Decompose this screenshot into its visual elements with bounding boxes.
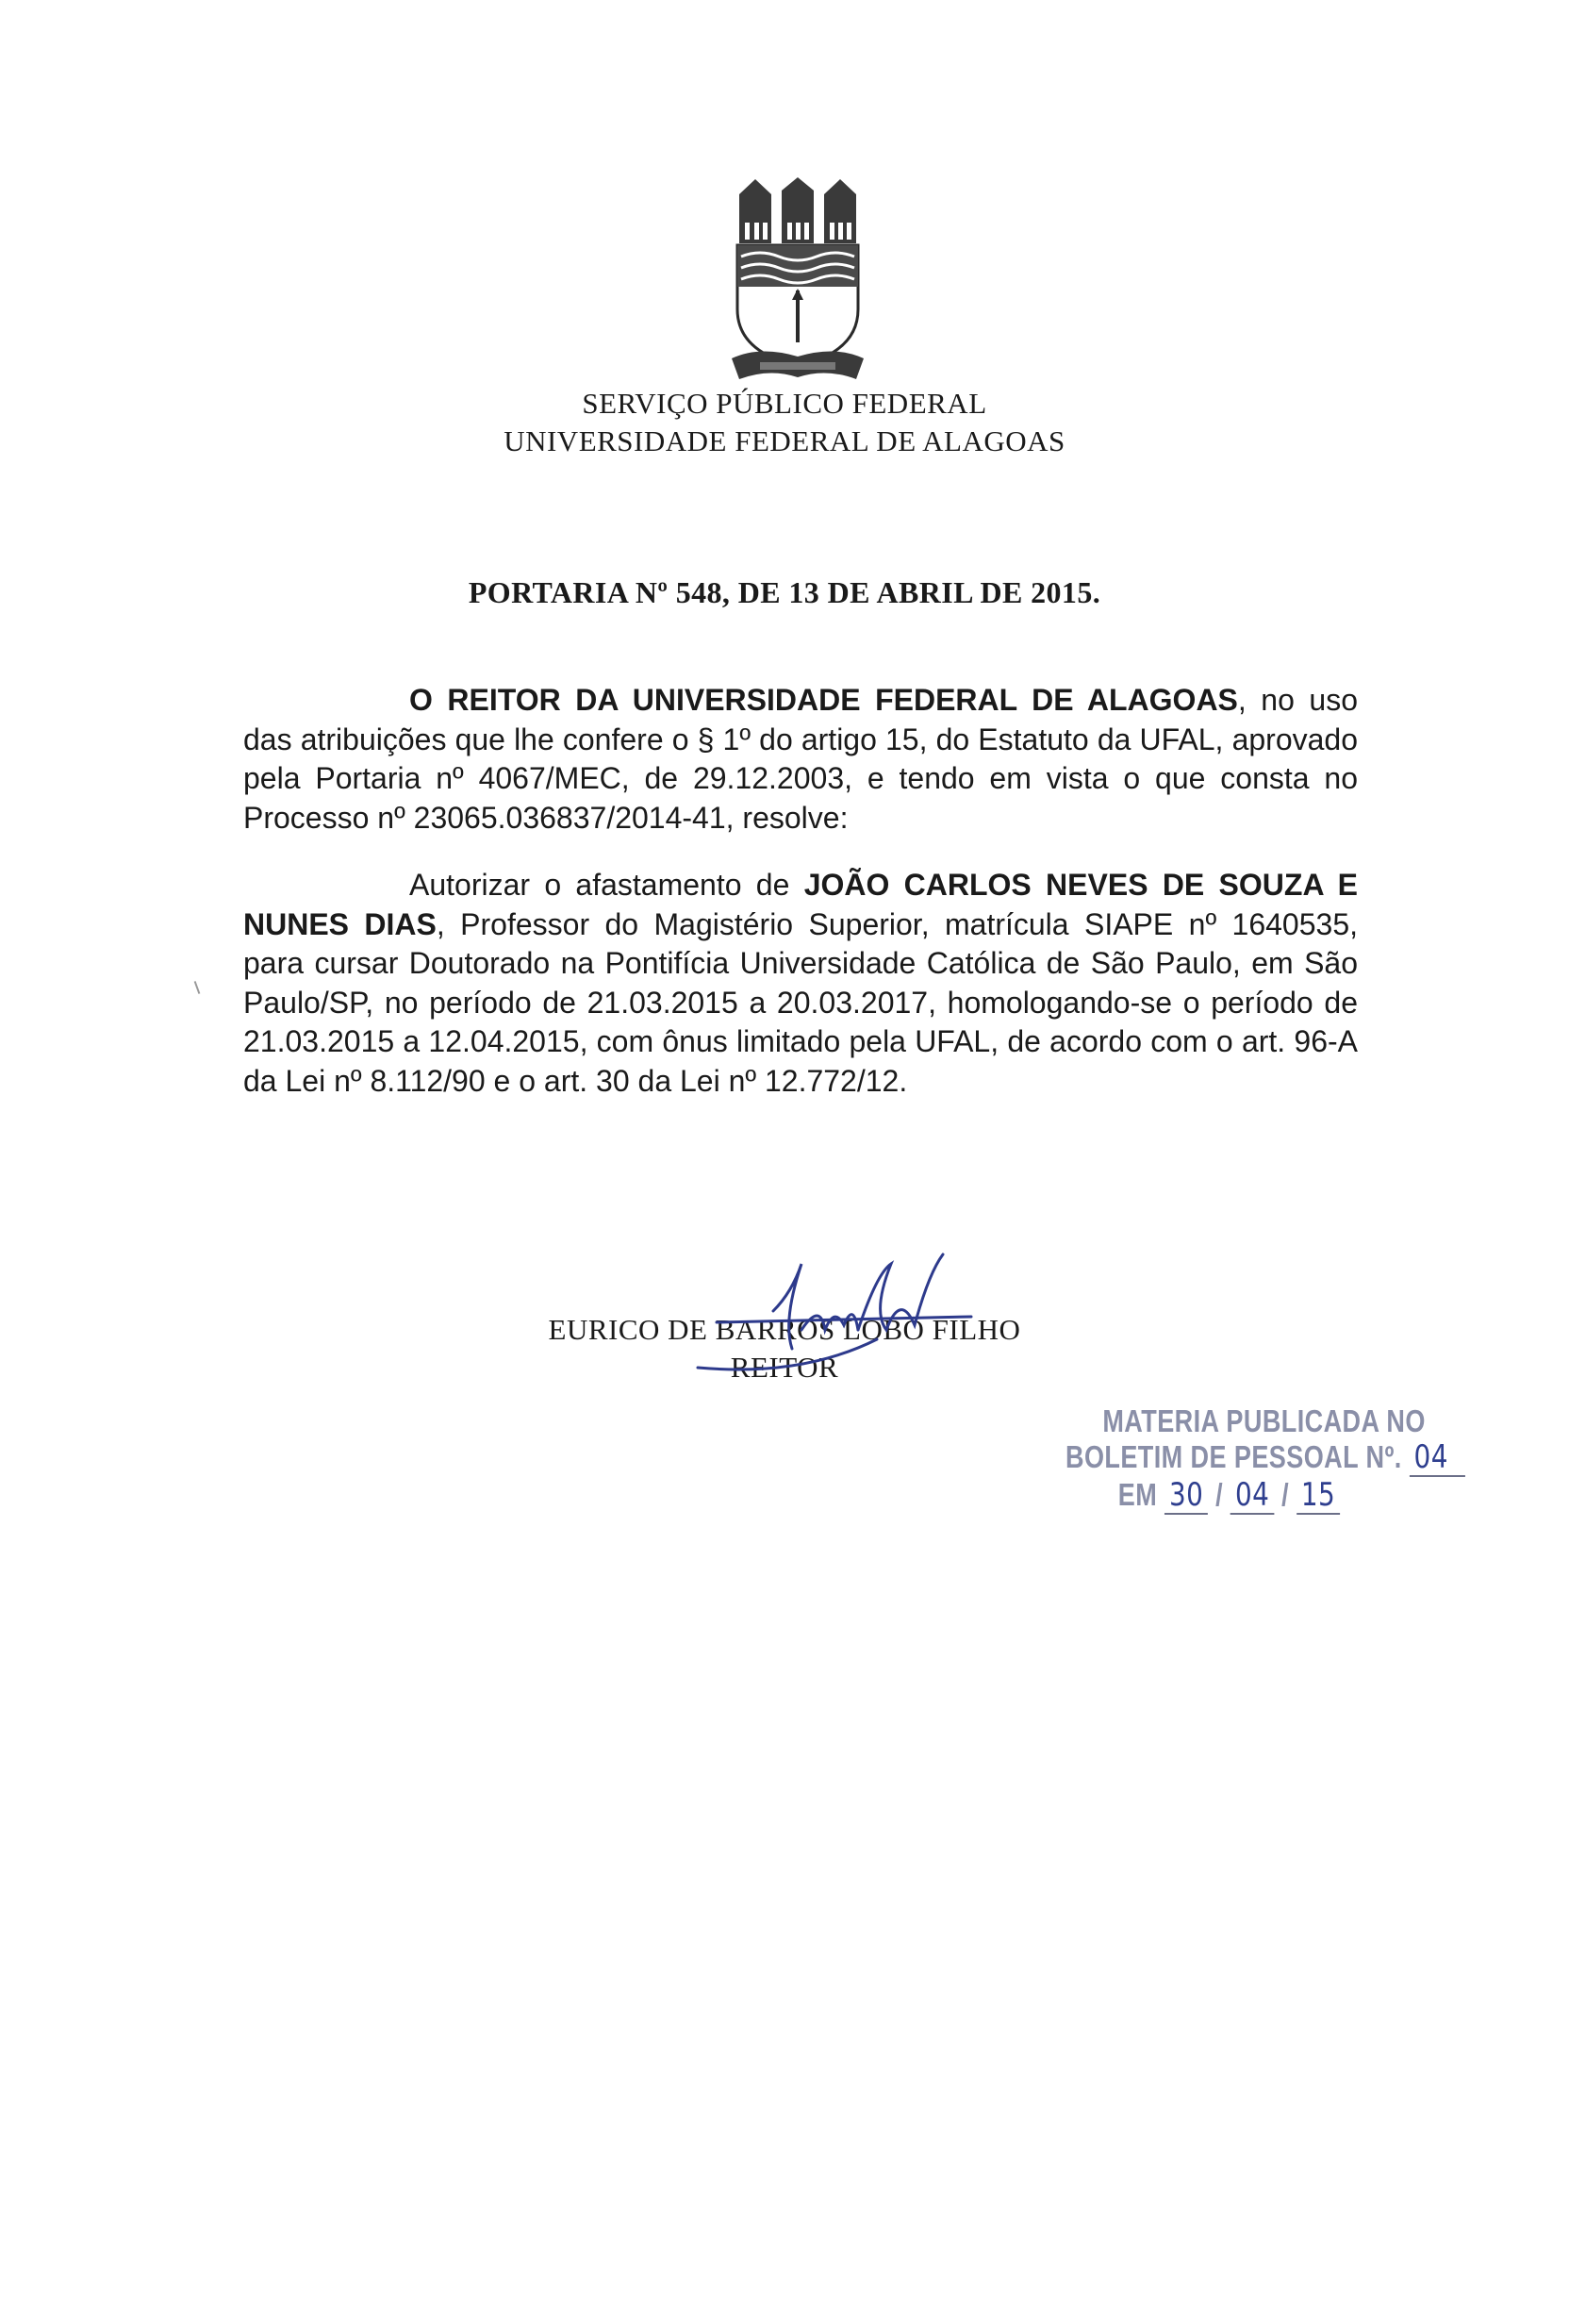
beneficiary-name: JOÃO CARLOS NEVES DE SOUZA E NUNES DIAS	[243, 868, 1359, 941]
resolution-paragraph	[243, 866, 1358, 1101]
preamble-text: , no uso das atribuições que lhe confere o § 1º do artigo 15, do Estatuto da UFAL, aprovado pela Portaria nº 4067/MEC, de 29.12.2003, e tendo em vista o que consta no Processo nº 23065.036837/2014-41, resolve:	[243, 683, 1359, 835]
document-title: PORTARIA Nº 548, DE 13 DE ABRIL DE 2015.	[468, 575, 1101, 609]
preamble-paragraph	[243, 681, 1358, 838]
stamp-month: 04	[1230, 1477, 1274, 1515]
stamp-bulletin-label: BOLETIM DE PESSOAL Nº.	[1065, 1439, 1402, 1474]
stamp-line-date: EM 30 / 04 / 15	[1118, 1477, 1375, 1515]
stamp-day: 30	[1164, 1477, 1208, 1515]
scan-mark	[194, 981, 201, 994]
stamp-bulletin-number: 04	[1410, 1439, 1465, 1477]
signatory-name: EURICO DE BARROS LOBO FILHO	[548, 1313, 1021, 1346]
ufal-coat-of-arms-icon	[732, 177, 864, 390]
rector-heading: O REITOR DA UNIVERSIDADE FEDERAL DE ALAGOAS	[409, 683, 1238, 717]
stamp-date-label: EM	[1117, 1477, 1158, 1512]
signatory-role: REITOR	[730, 1351, 839, 1384]
stamp-line-bulletin	[1065, 1438, 1448, 1477]
resolution-intro: Autorizar o afastamento de	[409, 868, 804, 902]
header-service-line: SERVIÇO PÚBLICO FEDERAL	[582, 387, 987, 420]
publication-stamp	[1065, 1403, 1448, 1545]
stamp-line-published: MATERIA PUBLICADA NO	[1102, 1403, 1426, 1438]
resolution-text: , Professor do Magistério Superior, matrícula SIAPE nº 1640535, para cursar Doutorado na Pontifícia Universidade Católica de São Paulo, em São Paulo/SP, no período de 21.03.2015 a 20.03.2017, homologando-se o período de 21.03.2015 a 12.04.2015, com ônus limitado pela UFAL, de acordo com o art. 96-A da Lei nº 8.112/90 e o art. 30 da Lei nº 12.772/12.	[243, 906, 1359, 1098]
handwritten-signature	[660, 1236, 999, 1386]
header-university-line: UNIVERSIDADE FEDERAL DE ALAGOAS	[504, 424, 1065, 457]
stamp-year: 15	[1296, 1477, 1340, 1515]
